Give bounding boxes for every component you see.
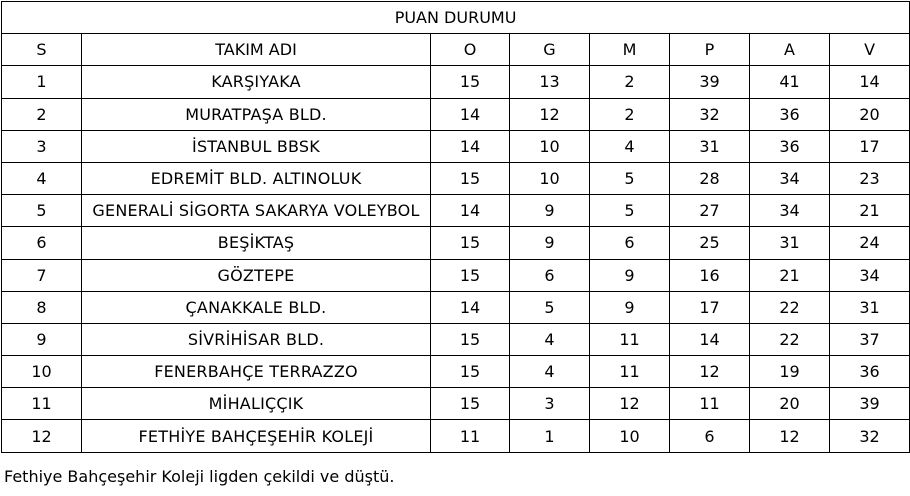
header-rank: S [2,34,82,66]
cell-sets-won: 31 [750,227,830,259]
cell-points: 28 [670,162,750,194]
cell-lost: 5 [590,162,670,194]
cell-rank: 8 [2,291,82,323]
cell-points: 6 [670,420,750,452]
cell-lost: 11 [590,323,670,355]
cell-sets-lost: 23 [830,162,910,194]
table-row [2,66,910,98]
cell-sets-won: 34 [750,195,830,227]
cell-won: 3 [510,388,590,420]
cell-points: 11 [670,388,750,420]
header-sets-won: A [750,34,830,66]
cell-team: FETHİYE BAHÇEŞEHİR KOLEJİ [82,420,431,452]
cell-sets-won: 21 [750,259,830,291]
cell-team: SİVRİHİSAR BLD. [82,323,431,355]
cell-rank: 2 [2,98,82,130]
cell-won: 10 [510,162,590,194]
cell-sets-lost: 31 [830,291,910,323]
table-row [2,388,910,420]
cell-lost: 9 [590,291,670,323]
cell-played: 15 [431,388,510,420]
cell-points: 17 [670,291,750,323]
header-played: O [431,34,510,66]
cell-sets-lost: 39 [830,388,910,420]
cell-team: GENERALİ SİGORTA SAKARYA VOLEYBOL [82,195,431,227]
cell-played: 15 [431,356,510,388]
cell-team: KARŞIYAKA [82,66,431,98]
cell-lost: 12 [590,388,670,420]
table-row [2,259,910,291]
header-team: TAKIM ADI [82,34,431,66]
cell-team: FENERBAHÇE TERRAZZO [82,356,431,388]
cell-rank: 9 [2,323,82,355]
header-won: G [510,34,590,66]
header-row [2,34,910,66]
cell-points: 25 [670,227,750,259]
table-title: PUAN DURUMU [2,2,910,34]
cell-sets-lost: 21 [830,195,910,227]
cell-sets-lost: 14 [830,66,910,98]
cell-sets-won: 34 [750,162,830,194]
cell-won: 9 [510,227,590,259]
table-row [2,130,910,162]
cell-team: İSTANBUL BBSK [82,130,431,162]
cell-played: 14 [431,130,510,162]
table-row [2,162,910,194]
cell-sets-lost: 24 [830,227,910,259]
cell-points: 12 [670,356,750,388]
cell-rank: 4 [2,162,82,194]
cell-points: 32 [670,98,750,130]
cell-rank: 5 [2,195,82,227]
cell-team: ÇANAKKALE BLD. [82,291,431,323]
table-row [2,227,910,259]
cell-sets-won: 22 [750,291,830,323]
cell-played: 15 [431,323,510,355]
cell-sets-won: 36 [750,130,830,162]
cell-won: 4 [510,323,590,355]
standings-table [1,1,910,453]
cell-won: 13 [510,66,590,98]
header-lost: M [590,34,670,66]
table-row [2,291,910,323]
table-row [2,98,910,130]
cell-played: 15 [431,162,510,194]
cell-lost: 6 [590,227,670,259]
cell-lost: 2 [590,66,670,98]
cell-played: 11 [431,420,510,452]
cell-team: GÖZTEPE [82,259,431,291]
cell-sets-lost: 20 [830,98,910,130]
cell-won: 12 [510,98,590,130]
cell-won: 4 [510,356,590,388]
cell-sets-lost: 17 [830,130,910,162]
cell-team: EDREMİT BLD. ALTINOLUK [82,162,431,194]
table-row [2,323,910,355]
cell-sets-won: 41 [750,66,830,98]
cell-points: 31 [670,130,750,162]
cell-lost: 11 [590,356,670,388]
cell-lost: 2 [590,98,670,130]
standings-body [2,66,910,452]
cell-won: 5 [510,291,590,323]
cell-won: 10 [510,130,590,162]
cell-sets-won: 20 [750,388,830,420]
cell-won: 1 [510,420,590,452]
cell-rank: 10 [2,356,82,388]
cell-sets-lost: 32 [830,420,910,452]
cell-won: 9 [510,195,590,227]
cell-sets-won: 36 [750,98,830,130]
cell-sets-lost: 36 [830,356,910,388]
cell-points: 39 [670,66,750,98]
header-points: P [670,34,750,66]
cell-sets-lost: 37 [830,323,910,355]
cell-team: BEŞİKTAŞ [82,227,431,259]
title-row [2,2,910,34]
cell-sets-won: 19 [750,356,830,388]
cell-team: MURATPAŞA BLD. [82,98,431,130]
cell-played: 15 [431,66,510,98]
cell-rank: 6 [2,227,82,259]
cell-sets-won: 22 [750,323,830,355]
cell-points: 16 [670,259,750,291]
cell-rank: 7 [2,259,82,291]
cell-rank: 3 [2,130,82,162]
table-row [2,356,910,388]
cell-played: 15 [431,259,510,291]
footnote: Fethiye Bahçeşehir Koleji ligden çekildi ve düştü. [4,467,395,486]
table-row [2,195,910,227]
cell-rank: 1 [2,66,82,98]
cell-played: 14 [431,98,510,130]
cell-rank: 12 [2,420,82,452]
cell-rank: 11 [2,388,82,420]
cell-team: MİHALIÇÇIK [82,388,431,420]
cell-lost: 4 [590,130,670,162]
cell-lost: 9 [590,259,670,291]
cell-points: 27 [670,195,750,227]
cell-played: 14 [431,291,510,323]
cell-won: 6 [510,259,590,291]
cell-sets-lost: 34 [830,259,910,291]
header-sets-lost: V [830,34,910,66]
cell-sets-won: 12 [750,420,830,452]
cell-lost: 5 [590,195,670,227]
table-row [2,420,910,452]
cell-points: 14 [670,323,750,355]
cell-played: 14 [431,195,510,227]
cell-played: 15 [431,227,510,259]
cell-lost: 10 [590,420,670,452]
